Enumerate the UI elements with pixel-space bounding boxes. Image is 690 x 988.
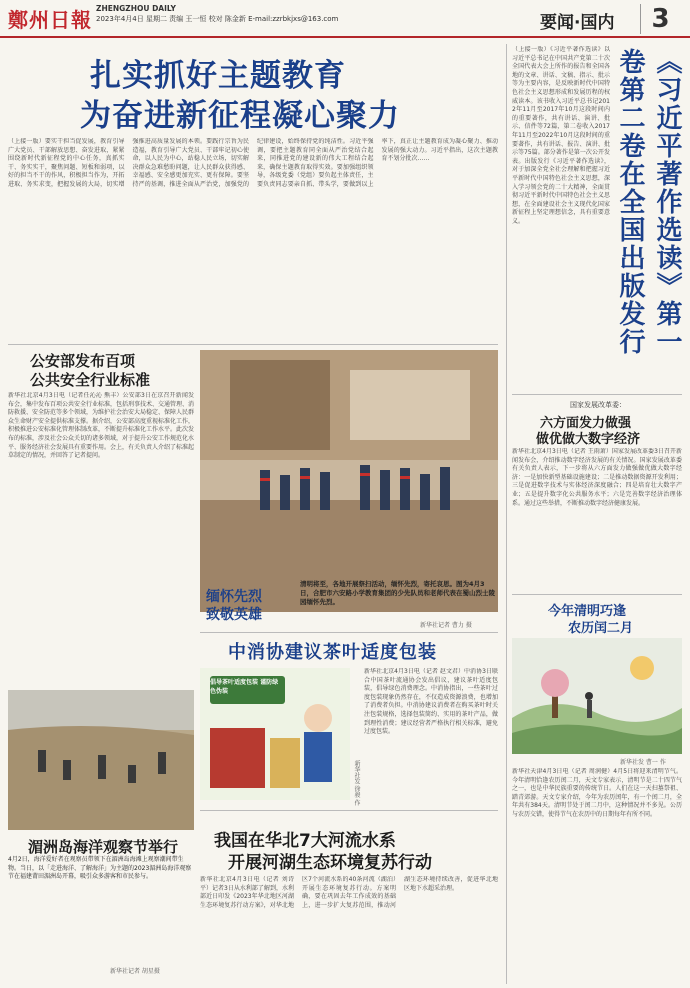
- river-body: 新华社北京4月3日电（记者 刘诗平）记者3日从水利部了解到，水利部近日印发《2023年华北地区河湖生态环境复苏行动方案》，对华北地区7个河流水系的40条河流（湖泊）开展生态环境复苏行动。方案明确，要在巩固去年工作成效的基础上，进一步扩大复苏范围，推动河湖生态环境持续改善，促进华北地区地下水超采治理。: [200, 876, 498, 909]
- section-divider: [512, 394, 682, 395]
- section-divider: [512, 594, 682, 595]
- solar-term-credit: 新华社发 曹一 作: [620, 759, 666, 766]
- solar-term-illustration: [512, 638, 682, 754]
- economy-body: 新华社北京4月3日电（记者 王雨萧）国家发展改革委3日召开新闻发布会，介绍推动数字经济发展的有关情况。国家发展改革委有关负责人表示，下一步将从六方面发力做强做优做大数字经济：一是加快新型基础设施建设；二是推动数据资源开发利用；三是促进数字技术与实体经济深度融合；四是培育壮大数字产业；五是提升数字化公共服务水平；六是完善数字经济治理体系。通过这些举措，不断推动数字经济健康发展。: [512, 448, 682, 507]
- economy-kicker: 国家发展改革委：: [570, 401, 626, 409]
- newspaper-logo: 鄭州日報: [8, 8, 92, 32]
- photo-credit: 新华社记者 曹力 摄: [420, 622, 472, 629]
- solar-term-title-line1: 今年清明巧逢: [548, 604, 627, 619]
- tea-graphic-caption: 倡导茶叶适度包装 谨防绿色伪装: [210, 679, 279, 695]
- column-divider: [506, 44, 507, 984]
- date-line: 2023年4月4日 星期二 责编 王一恒 校对 陈金新 E-mail:zzrbkjxs@163.com: [96, 15, 339, 23]
- book-story-body: （上接一版）《习近平著作选读》以习近平总书记在中国共产党第二十次全国代表大会上所作的报告和全国各地的文章、讲话、文稿、指示、批示等为主要内容，是反映新时代中国特色社会主义思想形成和发展历程的权威读本。该书收入习近平总书记2012年11月至2017年10月这段时间内的重要著作，共有讲话、演讲、批示、信件等72篇，第二卷收入2017年11月至2022年10月这段时间的重要著作，共有讲话、报告、演讲、批示等75篇。部分著作是第一次公开发表。出版发行《习近平著作选读》，对于加深全党全社会理解和把握习近平新时代中国特色社会主义思想，深入学习领会党的二十大精神，全面贯彻习近平新时代中国特色社会主义思想，在全面建设社会主义现代化国家新征程上坚定理想信念，具有重要意义。: [512, 46, 610, 225]
- lead-body: （上接一版）要实干担当促发展，教育引导广大党员、干部解放思想、奋发进取，紧紧围绕新时代新征程党的中心任务，真抓实干、务实实干，聚焦问题、短板和弱项，以好的担当不干的作风，积极担当作为，开拓进取、务实求变，把握发展的大局，切实增强推进高质量发展的本领。要践行宗旨为民造福，教育引导广大党员、干部牢记初心使命，以人民为中心，站稳人民立场，切实解决群众急难愁盼问题，让人民群众获得感、幸福感、安全感更加充实、更有保障。要坚持严的基调，推进全面从严治党，加强党的纪律建设，始终保持党的纯洁性。习近平强调，要把主题教育同全面从严治党结合起来，同推进党的建设新的伟大工程结合起来，确保主题教育取得实效。要加强组织领导，各级党委（党组）要负起主体责任，主要负责同志要亲自抓、带头学，要做到以上率下，真正让主题教育成为凝心聚力、推动发展的强大动力。习近平指出，这次主题教育不划分批次……: [8, 138, 498, 188]
- commemoration-photo: [200, 350, 498, 612]
- section-divider: [8, 344, 498, 345]
- tidal-credit: 新华社记者 胡星摄: [110, 968, 160, 975]
- lead-title-line2: 为奋进新征程凝心聚力: [80, 98, 400, 134]
- solar-term-title-line2: 农历闰二月: [568, 621, 634, 636]
- police-title-line1: 公安部发布百项: [30, 352, 136, 370]
- tidal-observation-photo-image: [8, 690, 194, 830]
- tea-title: 中消协建议茶叶适度包装: [228, 642, 437, 663]
- lead-title-line1: 扎实抓好主题教育: [90, 58, 346, 94]
- tea-body: 新华社北京4月3日电（记者 赵文君）中消协3日联合中国茶叶流通协会发出倡议，建议茶叶适度包装，倡导绿色消费理念。中消协指出，一些茶叶过度包装现象仍然存在，不仅造成资源浪费，也增加了消费者负担。中消协建议消费者在购买茶叶时关注包装规格，选择包装简约、实用的茶叶产品，做到理性消费；建议经营者严格执行相关标准，避免过度包装。: [364, 668, 498, 736]
- section-divider: [200, 810, 498, 811]
- photo-caption: 清明将至，各地开展祭扫活动，缅怀先烈，寄托哀思。图为4月3日，合肥市六安路小学教育集团的少先队员和老师代表在蜀山烈士陵园缅怀先烈。: [300, 580, 495, 606]
- book-story-title: 《习近平著作选读》第一卷第二卷在全国出版发行: [615, 48, 682, 356]
- masthead-info: [96, 4, 338, 24]
- commemoration-photo-image: [200, 350, 498, 612]
- solar-term-illustration-image: [512, 638, 682, 754]
- paper-english-name: ZHENGZHOU DAILY: [96, 4, 176, 13]
- tidal-observation-photo: [8, 690, 194, 830]
- page-number: 3: [640, 4, 680, 34]
- river-title-line2: 开展河湖生态环境复苏行动: [228, 853, 432, 873]
- river-title-line1: 我国在华北7大河流水系: [214, 831, 396, 851]
- book-story-body-cont: [512, 200, 680, 201]
- police-title-line2: 公共安全行业标准: [30, 371, 151, 389]
- solar-term-body: 新华社天津4月3日电（记者 周润健）4月5日将迎来清明节气。今年清明恰逢农历闰二月，天文专家表示，清明节是二十四节气之一，也是中华民族重要的传统节日。人们在这一天扫墓祭祖、踏青郊游。天文专家介绍，今年为农历闰年，有一个闰二月，全年共有384天。清明节处于闰二月中，这种情况并不多见。公历与农历交错，使得节气在农历中的日期每年有所不同。: [512, 768, 682, 818]
- tea-credit: 新华社发 徐骏 作: [353, 760, 360, 806]
- economy-title-line2: 做优做大数字经济: [536, 432, 641, 447]
- tidal-title: 湄洲岛海洋观察节举行: [28, 838, 179, 856]
- tidal-body: 4月2日，海洋爱好者在观察员带领下在湄洲岛海滩上观察潮间带生物。当日，以「走进海洋、了解海洋」为主题的2023湄洲岛海洋观察节在福建莆田湄洲岛开幕，吸引众多游客和市民参与。: [8, 856, 192, 881]
- section-label: 要闻·国内: [540, 13, 615, 33]
- masthead: [0, 0, 690, 38]
- police-body: 新华社北京4月3日电（记者任沁沁 熊丰）公安部3日在京召开新闻发布会，集中发布百项公共安全行业标准，包括刑事技术、交通管理、消防救援、安全防范等多个领域，为维护社会治安大局稳定、保障人民群众生命财产安全提供标准支撑。据介绍，公安部高度重视标准化工作，积极推进公安标准化管理体制改革，不断提升标准化工作水平。此次发布的标准，涉及社会公众关切的诸多领域，对于提升公安工作规范化水平、服务经济社会发展具有重要作用。会上，有关负责人介绍了标准起草制定的情况，并回答了记者提问。: [8, 392, 194, 460]
- photo-headline-line2: 致敬英雄: [206, 607, 262, 623]
- economy-title-line1: 六方面发力做强: [540, 416, 632, 431]
- photo-headline-line1: 缅怀先烈: [206, 589, 262, 605]
- section-divider: [200, 632, 498, 633]
